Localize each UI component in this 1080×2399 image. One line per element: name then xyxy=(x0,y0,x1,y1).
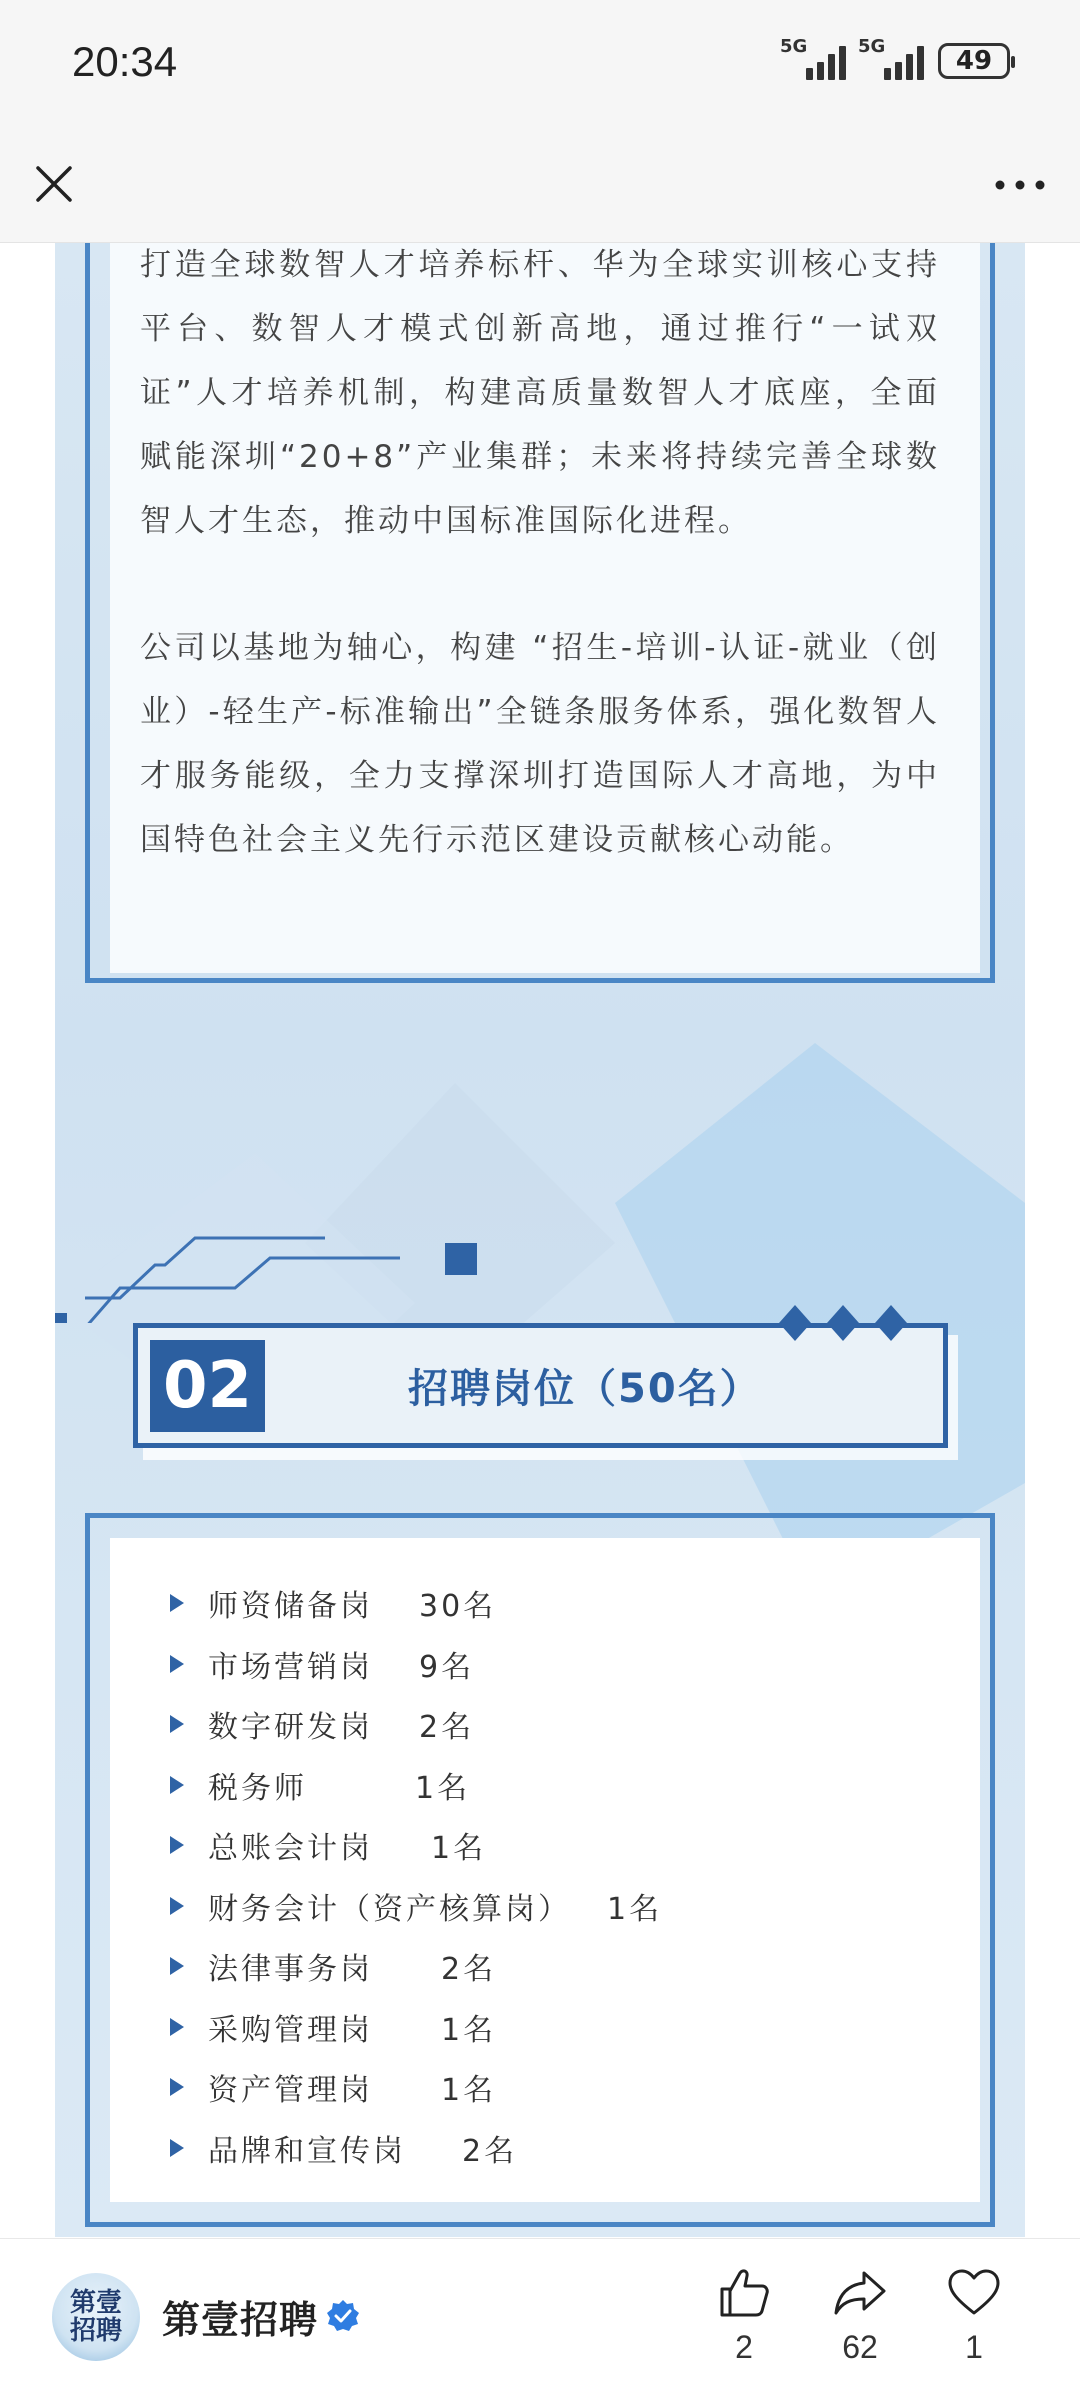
triangle-bullet-icon xyxy=(170,1836,184,1854)
status-bar xyxy=(0,0,1080,130)
signal-icon-2: 5G xyxy=(860,42,924,80)
job-name: 采购管理岗 xyxy=(208,2012,373,2048)
job-item xyxy=(170,1815,662,1876)
battery-level: 49 xyxy=(955,46,993,76)
job-name: 市场营销岗 xyxy=(208,1649,373,1685)
job-name: 法律事务岗 xyxy=(208,1952,373,1988)
job-count: 1名 xyxy=(431,1831,487,1867)
job-count: 1名 xyxy=(607,1891,663,1927)
job-list xyxy=(170,1573,662,2178)
favorite-count: 1 xyxy=(965,2329,983,2365)
job-name: 资产管理岗 xyxy=(208,2073,373,2109)
job-item xyxy=(170,1997,662,2058)
job-item xyxy=(170,1634,662,1695)
signal-icon-1: 5G xyxy=(782,42,846,80)
job-item xyxy=(170,1936,662,1997)
job-count: 30名 xyxy=(419,1589,497,1625)
job-name: 师资储备岗 xyxy=(208,1589,373,1625)
status-time: 20:34 xyxy=(72,38,178,85)
job-item xyxy=(170,2118,662,2179)
share-button[interactable] xyxy=(820,2265,900,2366)
job-count: 1名 xyxy=(441,2012,497,2048)
article-content[interactable] xyxy=(0,243,1080,2237)
job-item xyxy=(170,1876,662,1937)
share-icon xyxy=(832,2265,888,2321)
triangle-bullet-icon xyxy=(170,2018,184,2036)
job-count: 1名 xyxy=(441,2073,497,2109)
verified-icon xyxy=(326,2299,360,2333)
thumbs-up-icon xyxy=(716,2265,772,2321)
triangle-bullet-icon xyxy=(170,1715,184,1733)
like-count: 2 xyxy=(735,2329,753,2365)
job-count: 1名 xyxy=(415,1770,471,1806)
account-name[interactable]: 第壹招聘 xyxy=(162,2298,319,2342)
more-icon[interactable] xyxy=(990,170,1050,200)
triangle-bullet-icon xyxy=(170,1655,184,1673)
avatar-text: 第壹招聘 xyxy=(69,2288,122,2346)
job-item xyxy=(170,2057,662,2118)
favorite-button[interactable] xyxy=(934,2265,1014,2366)
battery-icon xyxy=(938,43,1010,79)
like-button[interactable] xyxy=(704,2265,784,2366)
bottom-bar xyxy=(0,2238,1080,2399)
job-name: 税务师 xyxy=(208,1770,307,1806)
decorative-lines xyxy=(55,1203,555,1323)
job-count: 9名 xyxy=(419,1649,475,1685)
triangle-bullet-icon xyxy=(170,1594,184,1612)
heart-icon xyxy=(946,2265,1002,2321)
job-item xyxy=(170,1755,662,1816)
job-name: 财务会计（资产核算岗） xyxy=(208,1891,571,1927)
job-item xyxy=(170,1694,662,1755)
intro-paragraph-1: 打造全球数智人才培养标杆、华为全球实训核心支持平台、数智人才模式创新高地，通过推行“一试双证”人才培养机制，构建高质量数智人才底座，全面赋能深圳“20+8”产业集群；未来将持续完善全球数智人才生态，推动中国标准国际化进程。 xyxy=(140,247,940,539)
share-count: 62 xyxy=(842,2329,878,2365)
job-item xyxy=(170,1573,662,1634)
triangle-bullet-icon xyxy=(170,1776,184,1794)
nav-bar xyxy=(0,130,1080,243)
triangle-bullet-icon xyxy=(170,1897,184,1915)
section-title: 招聘岗位（50名） xyxy=(408,1366,762,1412)
triangle-bullet-icon xyxy=(170,2139,184,2157)
triangle-bullet-icon xyxy=(170,1957,184,1975)
job-count: 2名 xyxy=(462,2133,518,2169)
job-count: 2名 xyxy=(441,1952,497,1988)
job-name: 数字研发岗 xyxy=(208,1710,373,1746)
intro-paragraph-2: 公司以基地为轴心，构建 “招生-培训-认证-就业（创业）-轻生产-标准输出”全链条服务体系，强化数智人才服务能级，全力支撑深圳打造国际人才高地，为中国特色社会主义先行示范区建设贡献核心动能。 xyxy=(140,630,940,858)
section-number: 02 xyxy=(150,1340,265,1432)
avatar[interactable] xyxy=(52,2273,140,2361)
diamond-icons xyxy=(775,1303,915,1343)
close-icon[interactable] xyxy=(30,160,78,208)
job-name: 总账会计岗 xyxy=(208,1831,373,1867)
recruitment-poster xyxy=(55,243,1025,2237)
job-count: 2名 xyxy=(419,1710,475,1746)
status-indicators xyxy=(780,36,1010,80)
job-name: 品牌和宣传岗 xyxy=(208,2133,406,2169)
triangle-bullet-icon xyxy=(170,2078,184,2096)
